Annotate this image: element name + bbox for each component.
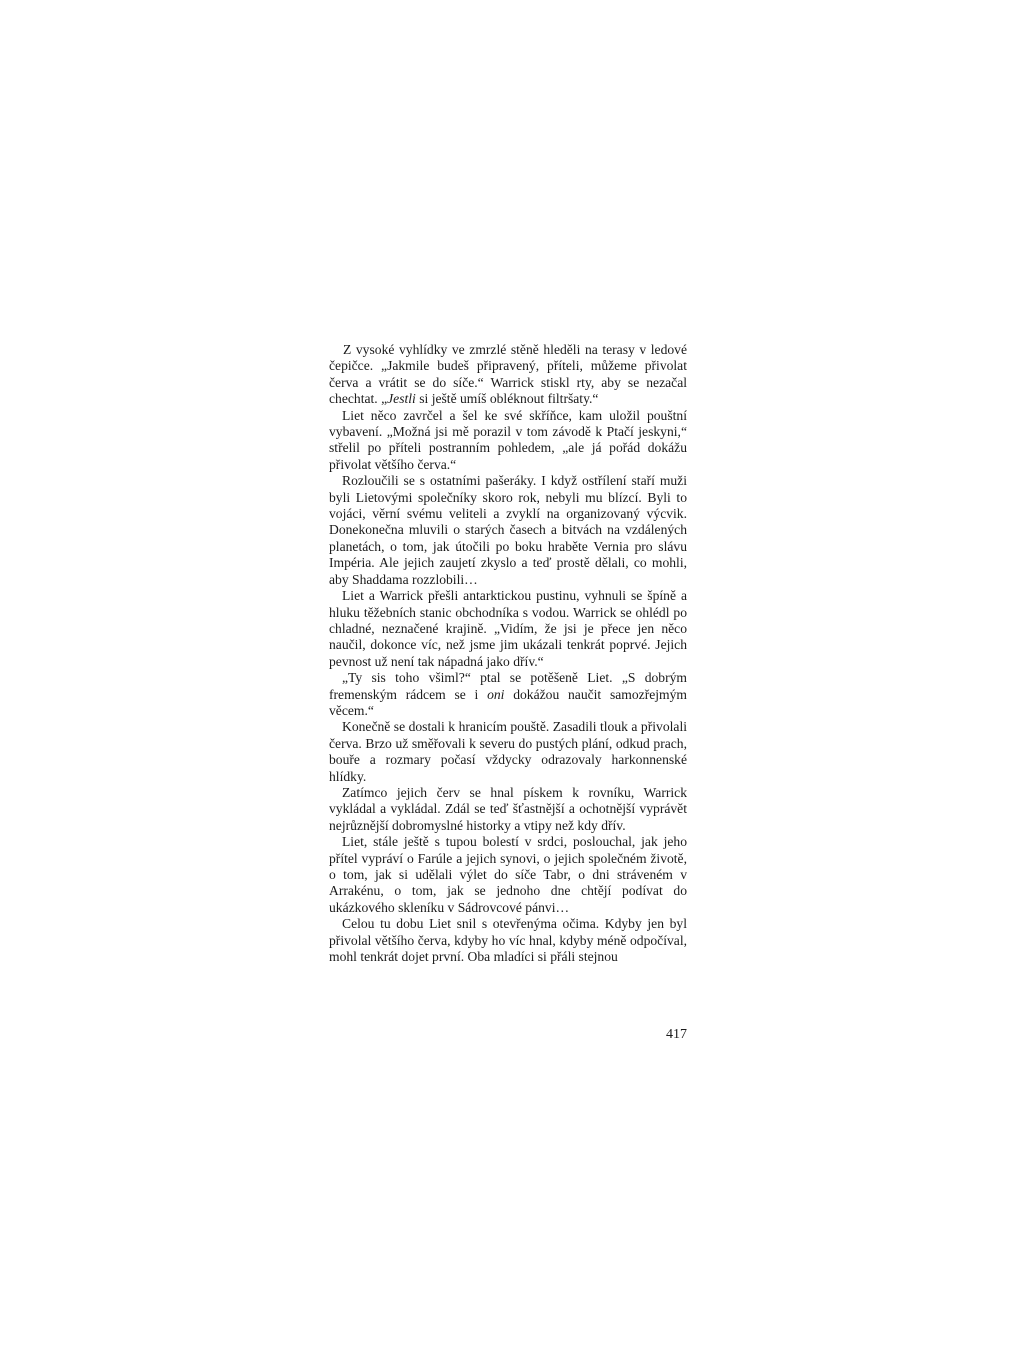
text-run: dokážou naučit samozřejmým věcem.“ (329, 686, 687, 718)
italic-run: Jestli (387, 391, 416, 407)
paragraph (329, 719, 687, 785)
text-run: Liet, stále ještě s tupou bolestí v srdci, poslouchal, jak jeho přítel vypráví o Farúle a jejich synovi, o jejich společném životě, o tom, jak si udělali výlet do síče Tabr, o dni stráveném v Arrakénu, o tom, jak se jednoho dne chtějí podívat do ukázkového skleníku v Sádrovcové pánvi… (329, 834, 687, 915)
text-run: Zatímco jejich červ se hnal pískem k rovníku, Warrick vykládal a vykládal. Zdál se teď šťastnější a ochotnější vyprávět nejrůznější dobromyslné historky a vtipy než kdy dřív. (329, 784, 687, 833)
text-run: Rozloučili se s ostatními pašeráky. I když ostřílení staří muži byli Lietovými společníky skoro rok, nebyli mu blízcí. Byli to vojáci, věrní svému veliteli a zvyklí na organizovaný výcvik. Donekonečna mluvili o starých časech a bitvách na vzdálených planetách, o tom, jak útočili po boku hraběte Vernia pro slávu Impéria. Ale jejich zaujetí zkyslo a teď prostě dělali, co mohli, aby Shaddama rozzlobili… (329, 473, 687, 587)
paragraph (329, 916, 687, 965)
text-run: Konečně se dostali k hranicím pouště. Zasadili tlouk a přivolali červa. Brzo už směřovali k severu do pustých plání, odkud prach, bouře a rozmary počasí vždycky odrazovaly harkonnenské hlídky. (329, 719, 687, 784)
page-number: 417 (666, 1027, 687, 1042)
text-run: Liet a Warrick přešli antarktickou pustinu, vyhnuli se špíně a hluku těžebních stanic obchodníka s vodou. Warrick se ohlédl po chladné, neznačené krajině. „Vidím, že jsi je přece jen něco naučil, dokonce víc, než jsme jim ukázali tenkrát poprvé. Jejich pevnost už není tak nápadná jako dřív.“ (329, 588, 687, 669)
paragraph (329, 342, 687, 408)
text-run: si ještě umíš obléknout filtršaty.“ (415, 391, 599, 407)
italic-run: oni (487, 686, 505, 702)
paragraph (329, 473, 687, 588)
text-run: Z vysoké vyhlídky ve zmrzlé stěně hleděli na terasy v ledové čepičce. „Jakmile budeš připravený, příteli, můžeme přivolat červa a vrátit se do síče.“ Warrick stiskl rty, aby se nezačal chechtat. „ (329, 342, 687, 407)
book-page-text (329, 342, 687, 965)
paragraph (329, 785, 687, 834)
text-run: „Ty sis toho všiml?“ ptal se potěšeně Liet. „S dobrým fremenským rádcem se i (329, 670, 687, 702)
paragraph (329, 670, 687, 719)
paragraph (329, 834, 687, 916)
paragraph (329, 588, 687, 670)
text-run: Celou tu dobu Liet snil s otevřenýma očima. Kdyby jen byl přivolal většího červa, kdyby ho víc hnal, kdyby méně odpočíval, mohl tenkrát dojet první. Oba mladíci si přáli stejnou (329, 916, 687, 965)
paragraph (329, 408, 687, 474)
text-run: Liet něco zavrčel a šel ke své skříňce, kam uložil pouštní vybavení. „Možná jsi mě porazil v tom závodě k Ptačí jeskyni,“ střelil po příteli postranním pohledem, „ale já pořád dokážu přivolat většího červa.“ (329, 407, 687, 472)
